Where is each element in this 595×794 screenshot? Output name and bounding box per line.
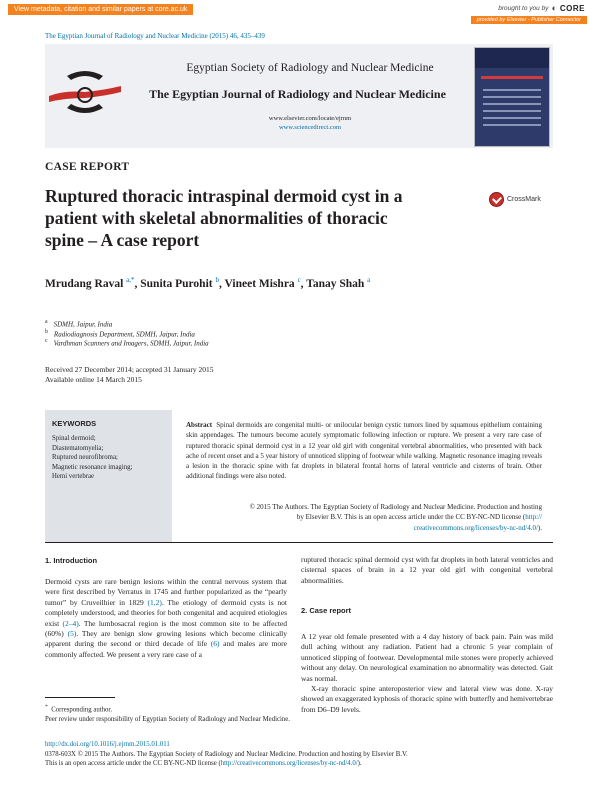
article-type: CASE REPORT <box>45 161 130 173</box>
metadata-link[interactable]: View metadata, citation and similar papers at core.ac.uk <box>14 6 188 13</box>
keyword-item: Magnetic resonance imaging; <box>52 463 133 471</box>
keyword-item: Diastematomyelia; <box>52 444 104 452</box>
divider <box>45 542 553 543</box>
author-sup[interactable]: c <box>297 276 301 284</box>
affiliation: $^a$ SDMH, Jaipur, India <box>45 319 113 329</box>
core-badge[interactable] <box>498 3 585 13</box>
section-heading-case-report: 2. Case report <box>301 606 352 615</box>
author-name[interactable]: Mrudang Raval <box>45 277 124 290</box>
crossmark-icon <box>489 192 504 207</box>
provided-by-banner[interactable]: provided by Elsevier - Publisher Connector <box>471 16 587 24</box>
article-footer: http://dx.doi.org/10.1016/j.ejrnm.2015.01.011 0378-603X © 2015 The Authors. The Egyptian Society of Radiology and Nuclear Medicine. Production and hosting by Elsevier B.V. This is an open access article under the CC BY-NC-ND license (http://creativecommons.org/licenses/by-nc-nd/4.0/). <box>45 740 555 769</box>
license-link[interactable]: http://creativecommons.org/licenses/by-nc-nd/4.0/ <box>220 760 358 768</box>
keywords-list <box>52 434 132 482</box>
author-sup[interactable]: a <box>367 276 371 284</box>
introduction-text: Dermoid cysts are rare benign lesions within the central nervous system that were first described by Verratus in 1745 and further popularized as the “pearly tumor” by Cruveilhier in 1829 (1,2). The etiology of dermoid cysts is not completely understood, and theories for both congenital and acquired etiologies exist (2–4). The lumbosacral region is the most common site to be affected (60%) (5). They are benign slow growing lesions which become clinically apparent during the second or third decade of life (6) and males are more commonly affected. We present a very rare case of a <box>45 577 288 659</box>
peer-review-note: Peer review under responsibility of Egyptian Society of Radiology and Nuclear Medicine. <box>45 716 290 724</box>
keyword-item: Hemi vertebrae <box>52 473 95 480</box>
author-name[interactable]: Sunita Purohit <box>140 277 213 290</box>
introduction-text-continued: ruptured thoracic spinal dermoid cyst with fat droplets in both lateral ventricles and cisternal spaces of brain in a 12 year old girl with congenital vertebral abnormalities. <box>301 555 553 585</box>
brought-text: brought to you by <box>498 4 549 12</box>
author-sup[interactable]: a,* <box>126 276 135 284</box>
article-title <box>45 185 465 251</box>
crossmark-label: CrossMark <box>507 196 541 203</box>
ref-link[interactable]: (6) <box>210 639 220 649</box>
license-link[interactable]: http:// <box>525 513 542 522</box>
footnote-divider <box>45 697 115 698</box>
metadata-banner[interactable] <box>8 4 193 15</box>
received-date: Received 27 December 2014; accepted 31 January 2015 <box>45 365 214 374</box>
author-name[interactable]: Vineet Mishra <box>224 277 295 290</box>
keyword-item: Ruptured neurofibroma; <box>52 454 118 461</box>
affiliation: $^c$ Vardhman Scanners and Imagers, SDMH, Jaipur, India <box>45 338 209 348</box>
author-name[interactable]: Tanay Shah <box>306 277 365 290</box>
affiliation: $^b$ Radiodiagnosis Department, SDMH, Jaipur, India <box>45 329 195 339</box>
keyword-item: Spinal dermoid; <box>52 435 96 442</box>
elsevier-url[interactable]: www.elsevier.com/locate/ejrnm <box>268 115 352 122</box>
society-name: Egyptian Society of Radiology and Nuclear Medicine <box>186 62 434 74</box>
journal-title: The Egyptian Journal of Radiology and Nuclear Medicine <box>149 87 446 101</box>
case-report-text: A 12 year old female presented with a 4 day history of back pain. Pain was mild dull aching without any radiation. Patient had a chronic 5 year complain of unnoticed slipping of footwear. Developmental mile stones were properly achieved without any delay. On neurological examination no abnormality was detected. Gait was normal. X-ray thoracic spine anteroposterior view and lateral view was done. X-ray showed an exaggerated kyphosis of thoracic spine with butterfly and hemivertebrae from D6–D9 levels. <box>301 632 553 714</box>
author-sup[interactable]: b <box>215 276 219 284</box>
abstract-body: Spinal dermoids are congenital multi- or unilocular benign cystic tumors lined by squamous epithelium containing skin appendages. The tumours become acutely symptomatic following infection or rupture. We present a very rare case of ruptured thoracic spinal dermoid cyst in a 12 year old girl with congenital vertebral abnormalities, who presented with back ache of recent onset and a 5 year history of unnoticed slipping of footwear while walking. Magnetic resonance imaging reveals a lesion in the thoracic spine with fat droplets in bilateral frontal horns of lateral ventricle and cisterns of brain. Other additional findings were also noted. <box>186 421 542 481</box>
core-label: CORE <box>559 3 585 13</box>
keywords-title: KEYWORDS <box>52 419 97 428</box>
corresponding-note: Corresponding author. <box>51 706 113 714</box>
title-line: Ruptured thoracic intraspinal dermoid cyst in a <box>45 186 403 206</box>
crossmark-button[interactable] <box>489 192 541 207</box>
footnotes: * Corresponding author. Peer review under responsibility of Egyptian Society of Radiology and Nuclear Medicine. <box>45 703 295 725</box>
abstract-label: Abstract <box>186 421 213 429</box>
title-line: patient with skeletal abnormalities of thoracic <box>45 208 388 228</box>
section-heading-introduction: 1. Introduction <box>45 556 98 565</box>
sciencedirect-url[interactable]: www.sciencedirect.com <box>278 124 342 131</box>
abstract-text <box>186 420 542 482</box>
title-line: spine – A case report <box>45 230 200 250</box>
core-logo-icon: ◐ <box>551 3 557 13</box>
ref-link[interactable]: (1,2) <box>147 597 162 607</box>
author-list: Mrudang Raval $^{a,*}$, Sunita Purohit $^b$, Vineet Mishra $^c$, Tanay Shah $^a$ <box>45 276 371 290</box>
journal-citation[interactable]: The Egyptian Journal of Radiology and Nuclear Medicine (2015) 46, 435–439 <box>45 32 265 40</box>
ref-link[interactable]: (5) <box>67 629 77 639</box>
ref-link[interactable]: (2–4) <box>62 618 79 628</box>
doi-link[interactable]: http://dx.doi.org/10.1016/j.ejrnm.2015.01.011 <box>45 741 170 748</box>
journal-logo-icon <box>45 62 125 122</box>
license-link[interactable]: creativecommons.org/licenses/by-nc-nd/4.0/ <box>413 523 538 532</box>
journal-cover-image <box>474 47 550 147</box>
online-date: Available online 14 March 2015 <box>45 375 142 384</box>
issn-line: 0378-603X © 2015 The Authors. The Egyptian Society of Radiology and Nuclear Medicine. Production and hosting by Elsevier B.V. <box>45 750 408 758</box>
abstract-copyright: © 2015 The Authors. The Egyptian Society of Radiology and Nuclear Medicine. Production and hosting by Elsevier B.V. This is an open access article under the CC BY-NC-ND license (http:// creativecommons.org/licenses/by-nc-nd/4.0/). <box>249 503 542 532</box>
